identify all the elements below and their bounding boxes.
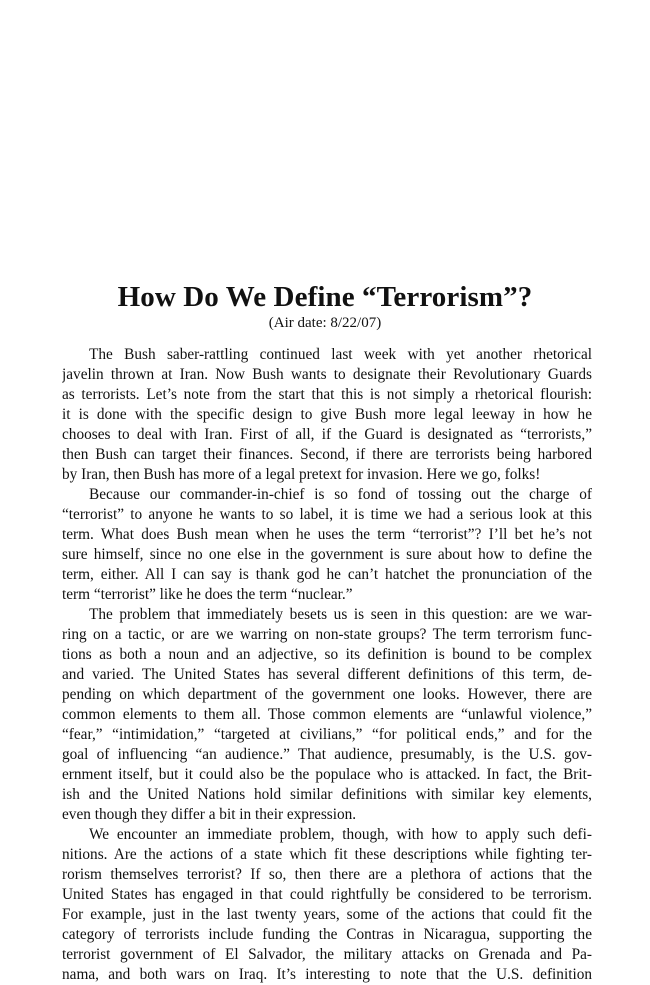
body-line: “terrorist” to anyone he wants to so label, it is time we had a serious look at this [62, 506, 592, 523]
body-line: “fear,” “intimidation,” “targeted at civilians,” “for political ends,” and for the [62, 726, 592, 743]
body-line: The Bush saber-rattling continued last week with yet another rhetorical [89, 346, 592, 363]
body-line: by Iran, then Bush has more of a legal pretext for invasion. Here we go, folks! [62, 466, 541, 483]
body-line: and varied. The United States has several different definitions of this term, de- [62, 666, 592, 683]
body-line: term. What does Bush mean when he uses the term “terrorist”? I’ll bet he’s not [62, 526, 592, 543]
body-line: ish and the United Nations hold similar definitions with similar key elements, [62, 786, 592, 803]
body-line: ernment itself, but it could also be the populace who is attacked. In fact, the Brit- [62, 766, 592, 783]
page-title: How Do We Define “Terrorism”? [117, 281, 533, 313]
body-line: goal of influencing “an audience.” That audience, presumably, is the U.S. gov- [62, 746, 592, 763]
body-line: term, either. All I can say is thank god he can’t hatchet the pronunciation of the [62, 566, 592, 583]
body-line: United States has engaged in that could rightfully be considered to be terrorism. [62, 886, 592, 903]
body-line: Because our commander-in-chief is so fond of tossing out the charge of [89, 486, 592, 503]
body-line: term “terrorist” like he does the term “nuclear.” [62, 586, 353, 603]
body-line: as terrorists. Let’s note from the start that this is not simply a rhetorical flourish: [62, 386, 592, 403]
body-line: it is done with the specific design to give Bush more legal leeway in how he [62, 406, 592, 423]
body-line: category of terrorists include funding the Contras in Nicaragua, supporting the [62, 926, 592, 943]
air-date: (Air date: 8/22/07) [268, 315, 382, 331]
article-body [62, 345, 592, 985]
body-line: sure himself, since no one else in the government is sure about how to define the [62, 546, 592, 563]
body-line: nitions. Are the actions of a state which fit these descriptions while fighting ter- [62, 846, 592, 863]
body-line: nama, and both wars on Iraq. It’s interesting to note that the U.S. definition [62, 966, 592, 983]
body-line: chooses to deal with Iran. First of all, if the Guard is designated as “terrorists,” [62, 426, 592, 443]
body-line: For example, just in the last twenty years, some of the actions that could fit the [62, 906, 592, 923]
body-line: We encounter an immediate problem, though, with how to apply such defi- [89, 826, 592, 843]
body-line: ring on a tactic, or are we warring on non-state groups? The term terrorism func- [62, 626, 592, 643]
body-line: tions as both a noun and an adjective, so its definition is bound to be complex [62, 646, 592, 663]
body-line: terrorist government of El Salvador, the military attacks on Grenada and Pa- [62, 946, 592, 963]
body-line: then Bush can target their finances. Second, if there are terrorists being harbored [62, 446, 592, 463]
body-line: pending on which department of the government one looks. However, there are [62, 686, 592, 703]
body-line: javelin thrown at Iran. Now Bush wants to designate their Revolutionary Guards [62, 366, 592, 383]
body-line: even though they differ a bit in their expression. [62, 806, 357, 823]
body-line: The problem that immediately besets us is seen in this question: are we war- [89, 606, 592, 623]
body-line: rorism themselves terrorist? If so, then there are a plethora of actions that the [62, 866, 592, 883]
body-line: common elements to them all. Those common elements are “unlawful violence,” [62, 706, 592, 723]
